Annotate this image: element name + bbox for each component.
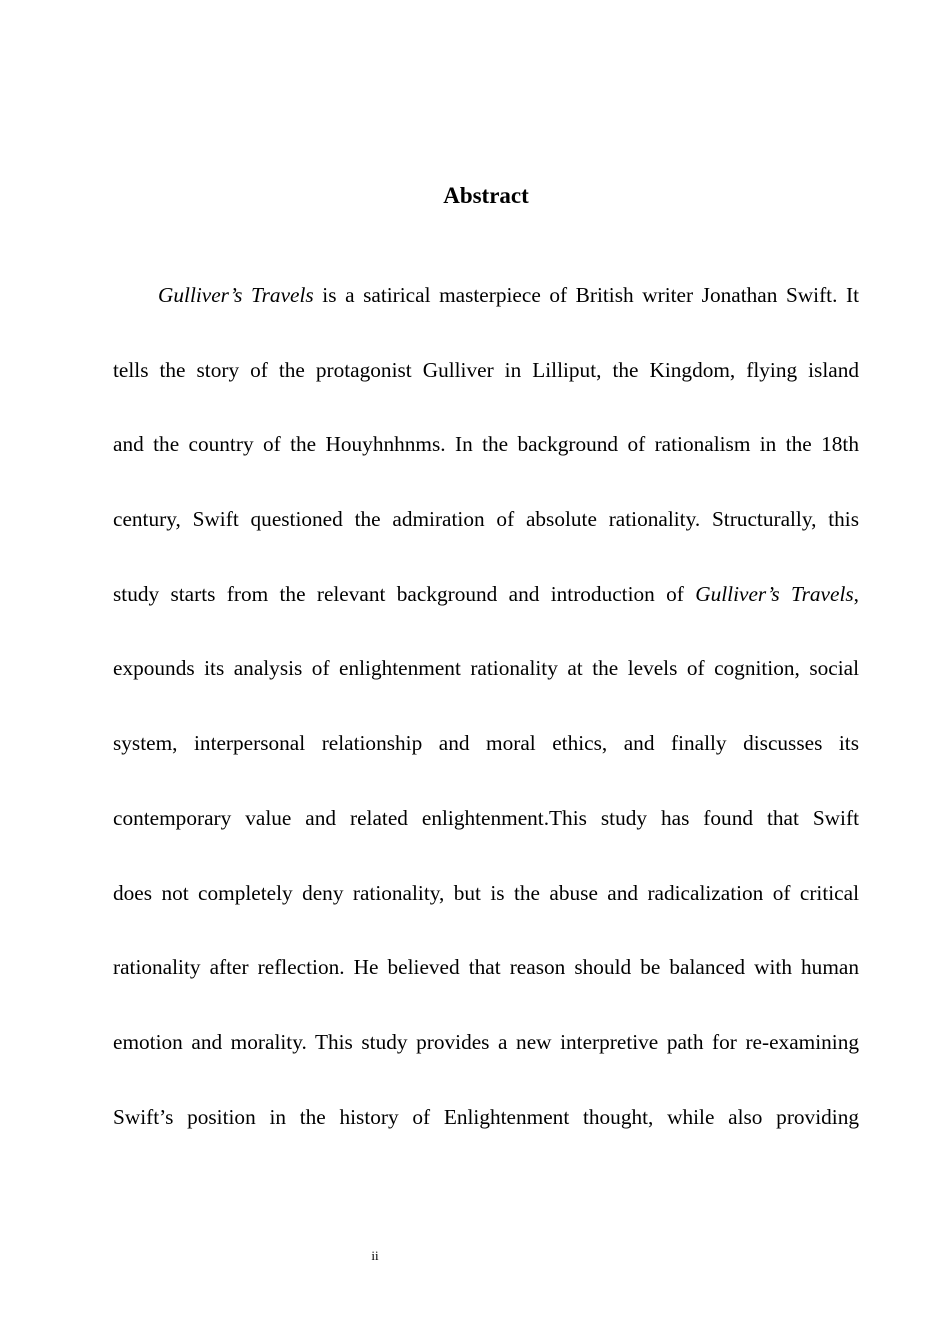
book-title: Gulliver’s Travels (695, 581, 854, 606)
abstract-line-9: does not completely deny rationality, but is the abuse and radicalization of critical (113, 880, 859, 905)
abstract-line-10: rationality after reflection. He believed that reason should be balanced with human (113, 955, 859, 980)
page-number: ii (371, 1248, 379, 1263)
abstract-body (113, 258, 859, 1154)
abstract-line-7: system, interpersonal relationship and moral ethics, and finally discusses its (113, 731, 859, 756)
abstract-line-5: study starts from the relevant background and introduction of Gulliver’s Travels, (113, 581, 859, 606)
abstract-title: Abstract (443, 183, 529, 208)
abstract-line-8: contemporary value and related enlightenment.This study has found that Swift (113, 805, 859, 830)
abstract-line-2: tells the story of the protagonist Gulliver in Lilliput, the Kingdom, flying island (113, 357, 859, 382)
book-title: Gulliver’s Travels (158, 283, 314, 307)
abstract-line-4: century, Swift questioned the admiration of absolute rationality. Structurally, this (113, 507, 859, 532)
abstract-line-6: expounds its analysis of enlightenment rationality at the levels of cognition, social (113, 656, 859, 681)
abstract-line-3: and the country of the Houyhnhnms. In the background of rationalism in the 18th (113, 432, 859, 457)
abstract-line-12: Swift’s position in the history of Enlightenment thought, while also providing (113, 1104, 859, 1129)
abstract-line-1: Gulliver’s Travels is a satirical masterpiece of British writer Jonathan Swift. It (158, 283, 860, 307)
abstract-line-11: emotion and morality. This study provides a new interpretive path for re-examining (113, 1029, 859, 1054)
